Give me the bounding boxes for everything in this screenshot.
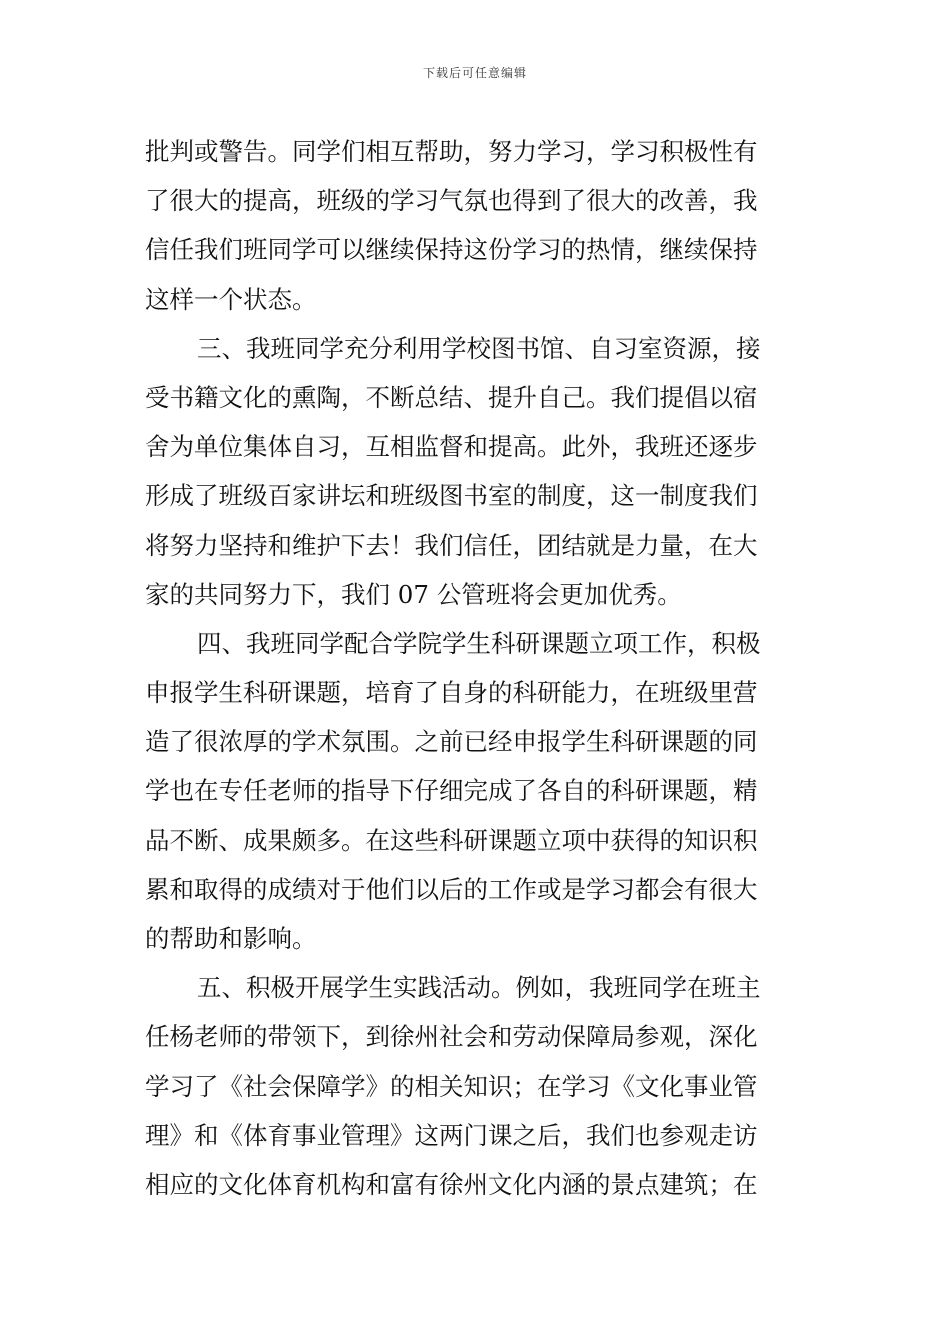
text-line: 三、我班同学充分利用学校图书馆、自习室资源，接 xyxy=(197,333,761,363)
text-line: 累和取得的成绩对于他们以后的工作或是学习都会有很大 xyxy=(145,874,758,904)
text-line: 理》和《体育事业管理》这两门课之后，我们也参观走访 xyxy=(145,1120,758,1150)
text-line: 相应的文化体育机构和富有徐州文化内涵的景点建筑；在 xyxy=(145,1169,758,1199)
text-line: 造了很浓厚的学术氛围。之前已经申报学生科研课题的同 xyxy=(145,727,758,757)
paragraph xyxy=(145,127,807,324)
document-body xyxy=(145,127,807,1209)
text-line: 的帮助和影响。 xyxy=(145,924,317,953)
text-line: 任杨老师的带领下，到徐州社会和劳动保障局参观，深化 xyxy=(145,1022,758,1052)
text-line: 将努力坚持和维护下去！我们信任，团结就是力量，在大 xyxy=(145,530,758,560)
page-header: 下载后可任意编辑 xyxy=(422,66,527,80)
text-line: 学习了《社会保障学》的相关知识；在学习《文化事业管 xyxy=(145,1071,758,1101)
text-line: 四、我班同学配合学院学生科研课题立项工作，积极 xyxy=(197,628,761,658)
paragraph xyxy=(145,619,807,963)
text-line: 批判或警告。同学们相互帮助，努力学习，学习积极性有 xyxy=(145,137,758,166)
text-line: 学也在专任老师的指导下仔细完成了各自的科研课题，精 xyxy=(145,776,758,806)
text-line: 信任我们班同学可以继续保持这份学习的热情，继续保持 xyxy=(145,235,758,265)
text-line: 五、积极开展学生实践活动。例如，我班同学在班主 xyxy=(197,973,761,1003)
text-line: 这样一个状态。 xyxy=(145,284,317,314)
text-line: 申报学生科研课题，培育了自身的科研能力，在班级里营 xyxy=(145,678,758,708)
text-line: 家的共同努力下，我们 07 公管班将会更加优秀。 xyxy=(145,579,682,609)
text-line: 了很大的提高，班级的学习气氛也得到了很大的改善，我 xyxy=(145,186,758,216)
text-line: 品不断、成果颇多。在这些科研课题立项中获得的知识积 xyxy=(145,825,758,855)
paragraph xyxy=(145,324,807,619)
text-line: 舍为单位集体自习，互相监督和提高。此外，我班还逐步 xyxy=(145,432,758,462)
text-line: 形成了班级百家讲坛和班级图书室的制度，这一制度我们 xyxy=(145,481,758,511)
paragraph xyxy=(145,963,807,1209)
text-line: 受书籍文化的熏陶，不断总结、提升自己。我们提倡以宿 xyxy=(145,382,758,412)
